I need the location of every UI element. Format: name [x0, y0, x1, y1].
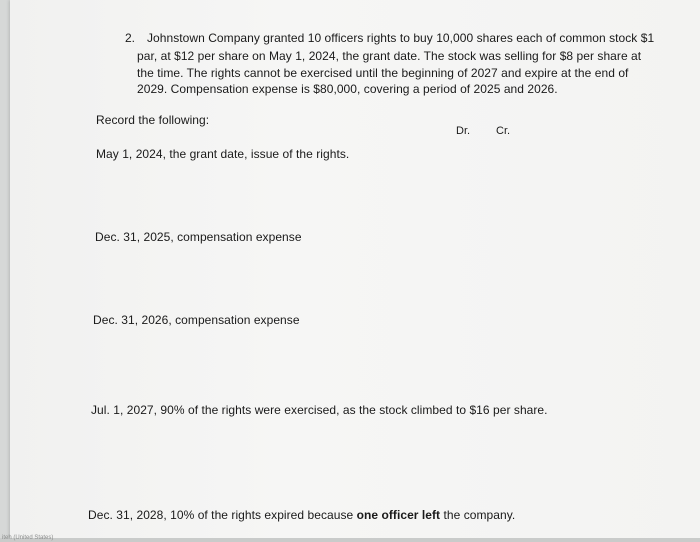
- footer-caption: iteh (United States): [2, 535, 54, 541]
- entry-rights-expired-start: Dec. 31, 2028, 10% of the rights expired because: [88, 508, 357, 522]
- entry-rights-exercised: Jul. 1, 2027, 90% of the rights were exercised, as the stock climbed to $16 per share.: [91, 403, 548, 417]
- question-line-3: the time. The rights cannot be exercised until the beginning of 2027 and expire at the end of: [137, 66, 629, 80]
- question-line-4: 2029. Compensation expense is $80,000, covering a period of 2025 and 2026.: [137, 82, 558, 96]
- instruction-text: Record the following:: [96, 113, 210, 127]
- worksheet-page: [10, 0, 700, 540]
- entry-rights-expired-end: the company.: [440, 508, 516, 522]
- question-line-1: Johnstown Company granted 10 officers rights to buy 10,000 shares each of common stock $1: [147, 31, 655, 45]
- entry-rights-expired: [88, 507, 515, 524]
- bottom-edge-strip: [0, 538, 700, 542]
- entry-rights-expired-emphasis: one officer left: [356, 508, 441, 522]
- credit-column-header: Cr.: [496, 125, 511, 137]
- question-line-2: par, at $12 per share on May 1, 2024, the grant date. The stock was selling for $8 per share at: [137, 49, 642, 63]
- question-number: 2.: [125, 31, 136, 45]
- entry-grant-date: May 1, 2024, the grant date, issue of the rights.: [96, 147, 350, 161]
- entry-compensation-2026: Dec. 31, 2026, compensation expense: [93, 313, 300, 327]
- entry-compensation-2025: Dec. 31, 2025, compensation expense: [95, 230, 302, 244]
- debit-column-header: Dr.: [456, 125, 471, 137]
